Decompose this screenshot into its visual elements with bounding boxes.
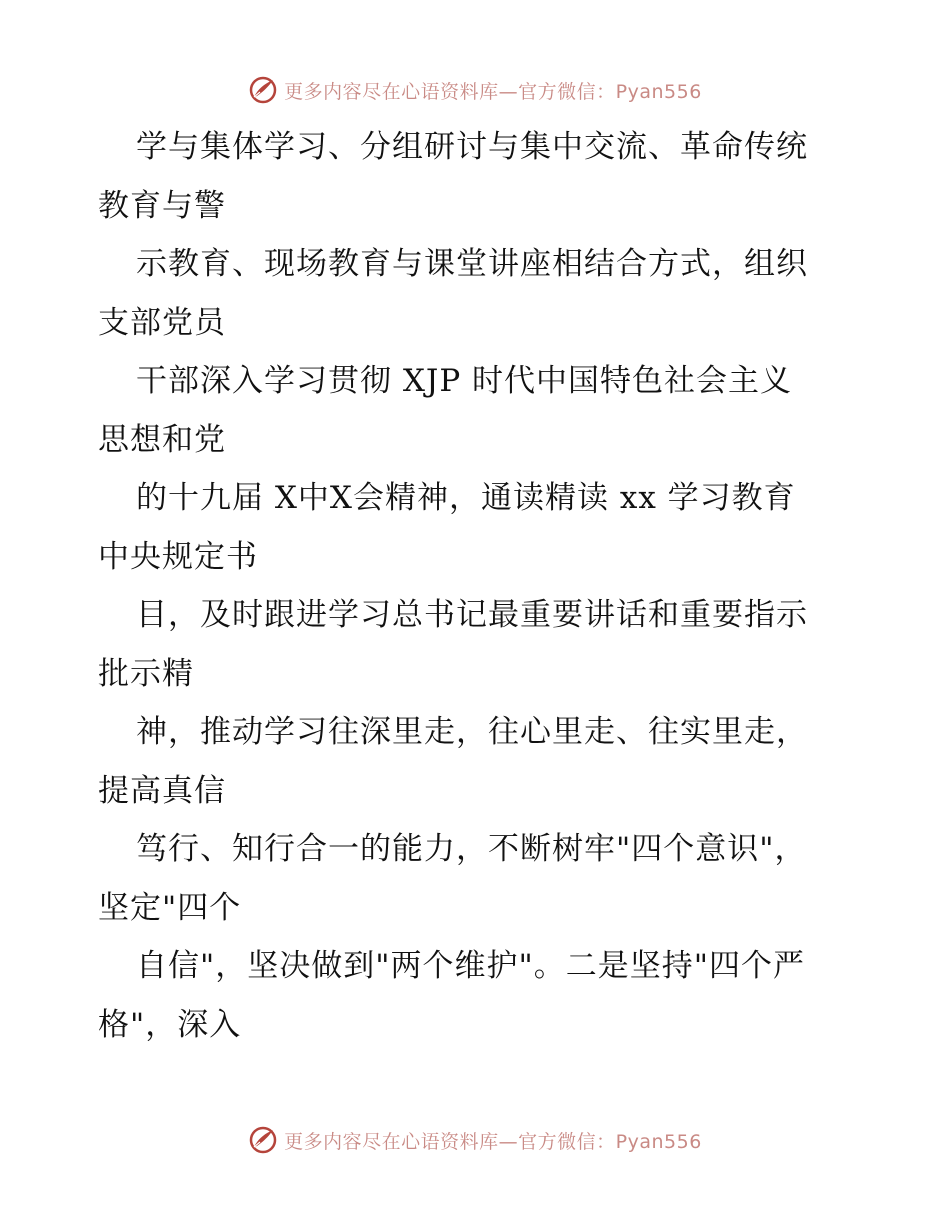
body-line: 提高真信	[98, 772, 226, 809]
footer-banner	[0, 1120, 950, 1160]
body-line: 教育与警	[98, 187, 226, 224]
footer-banner-text: 更多内容尽在心语资料库—官方微信：Pyan556	[284, 1130, 702, 1153]
body-line: 支部党员	[98, 304, 226, 341]
body-line: 自信"，坚决做到"两个维护"。二是坚持"四个严	[136, 948, 806, 984]
body-line: 中央规定书	[98, 538, 258, 575]
quill-pen-logo-icon	[248, 1125, 278, 1155]
document-body	[98, 118, 858, 1054]
header-banner	[0, 70, 950, 110]
body-line: 坚定"四个	[98, 889, 242, 926]
quill-pen-logo-icon	[248, 75, 278, 105]
body-line: 格"，深入	[98, 1006, 242, 1043]
body-line: 示教育、现场教育与课堂讲座相结合方式，组织	[136, 246, 808, 282]
body-line: 的十九届 X中X会精神，通读精读 xx 学习教育	[136, 480, 796, 516]
body-line: 神，推动学习往深里走，往心里走、往实里走，	[136, 714, 808, 750]
body-line: 学与集体学习、分组研讨与集中交流、革命传统	[136, 129, 808, 165]
body-line: 目，及时跟进学习总书记最重要讲话和重要指示	[136, 597, 808, 633]
body-line: 干部深入学习贯彻 XJP 时代中国特色社会主义	[136, 363, 793, 399]
body-line: 思想和党	[98, 421, 226, 458]
body-line: 笃行、知行合一的能力，不断树牢"四个意识"，	[136, 831, 807, 867]
body-line: 批示精	[98, 655, 194, 692]
header-banner-text: 更多内容尽在心语资料库—官方微信：Pyan556	[284, 80, 702, 103]
